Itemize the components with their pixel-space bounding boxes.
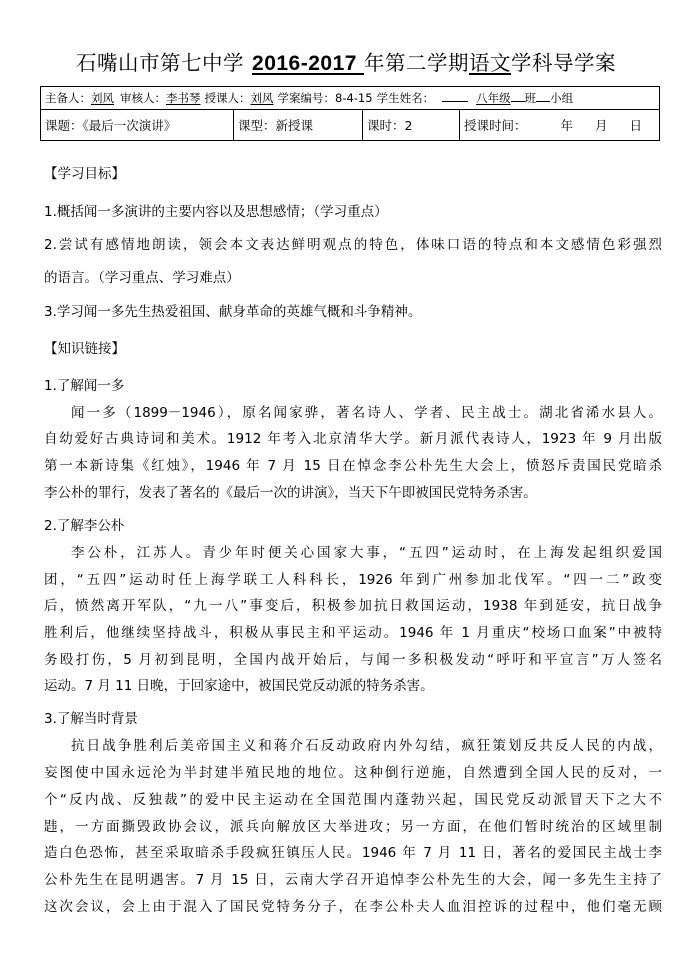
objective-2: 2.尝试有感情地朗读，领会本文表达鲜明观点的特色，体味口语的特点和本文感情色彩强烈 <box>44 237 662 253</box>
paragraph-line: 李公朴，江苏人。青少年时便关心国家大事，“五四”运动时，在上海发起组织爱国 <box>71 545 662 561</box>
type-cell: 课型：新授课 <box>234 110 363 141</box>
teacher-name: 刘风 <box>250 91 274 105</box>
paragraph-line: 抗日战争胜利后美帝国主义和蒋介石反动政府内外勾结，疯狂策划反共反人民的内战， <box>71 738 662 754</box>
group-blank[interactable] <box>536 90 550 102</box>
topic-cell: 课题：《最后一次演讲》 <box>41 110 234 141</box>
subheading-wenyiduo: 1.了解闻一多 <box>44 378 125 394</box>
section-heading-knowledge: 【知识链接】 <box>44 341 125 357</box>
grade-label: 八年级 <box>476 91 511 105</box>
preparer-name: 刘风 <box>91 91 114 105</box>
reviewer-name: 李书琴 <box>166 91 201 105</box>
paragraph-line: 务殴打伤，5 月初到昆明，全国内战开始后，与闻一多积极发动“呼吁和平宣言”万人签名 <box>44 652 662 668</box>
staff-cell: 主备人：刘风 审核人：李书琴 授课人：刘风 学案编号：8-4-15 学生姓名： 八年级 班 小组 <box>41 87 660 110</box>
page-title <box>0 46 692 76</box>
paragraph-line: 个“反内战、反独裁”的爱中民主运动在全国范围内蓬勃兴起，国民党反动派冒天下之大不 <box>44 792 662 808</box>
paragraph-line: 胜利后，他继续坚持战斗，积极从事民主和平运动。1946 年 1 月重庆“校场口血案”中被特 <box>44 625 662 641</box>
time-cell: 授课时间： 年 月 日 <box>460 110 660 141</box>
paragraph-line: 闻一多（1899－1946），原名闻家骅，著名诗人、学者、民主战士。湖北省浠水县人。 <box>71 405 662 421</box>
subject-name: 语文 <box>468 51 511 75</box>
paragraph-line: 运动。7 月 11 日晚，于回家途中，被国民党反动派的特务杀害。 <box>44 678 434 694</box>
paragraph-line: 自幼爱好古典诗词和美术。1912 年考入北京清华大学。新月派代表诗人，1923 年 9 月出版 <box>44 431 662 447</box>
section-heading-objectives: 【学习目标】 <box>44 166 125 182</box>
lesson-topic: 《最后一次演讲》 <box>82 118 177 133</box>
school-name: 石嘴山市第七中学 <box>76 51 245 75</box>
info-row-lesson <box>41 110 660 141</box>
hours-cell: 课时：2 <box>363 110 460 141</box>
objective-3: 3.学习闻一多先生热爱祖国、献身革命的英雄气概和斗争精神。 <box>44 304 422 320</box>
lesson-type: 新授课 <box>275 118 314 133</box>
objective-1: 1.概括闻一多演讲的主要内容以及思想感情；（学习重点） <box>44 204 388 220</box>
info-table <box>40 86 660 141</box>
paragraph-line: 韪，一方面撕毁政协会议，派兵向解放区大举进攻；另一方面，在他们暂时统治的区域里制 <box>44 819 662 835</box>
info-row-staff <box>41 87 660 110</box>
class-blank[interactable] <box>511 90 525 102</box>
subheading-background: 3.了解当时背景 <box>44 711 138 727</box>
paragraph-line: 妄图使中国永远沦为半封建半殖民地的地位。这种倒行逆施，自然遭到全国人民的反对，一 <box>44 765 662 781</box>
lesson-hours: 2 <box>404 118 413 133</box>
paragraph-line: 李公朴的罪行，发表了著名的《最后一次的讲演》，当天下午即被国民党特务杀害。 <box>44 485 537 501</box>
paragraph-line: 造白色恐怖，甚至采取暗杀手段疯狂镇压人民。1946 年 7 月 11 日，著名的爱国民主战士李 <box>44 845 662 861</box>
school-year: 2016-2017 <box>252 52 357 75</box>
subheading-ligongpu: 2.了解李公朴 <box>44 518 125 534</box>
paragraph-line: 第一本新诗集《红烛》，1946 年 7 月 15 日在悼念李公朴先生大会上，愤怒斥责国民党暗杀 <box>44 458 662 474</box>
paragraph-line: 团，“五四”运动时任上海学联工人科科长，1926 年到广州参加北伐军。“四一二”政变 <box>44 572 662 588</box>
semester-text: 年第二学期 <box>363 51 469 75</box>
student-name-blank[interactable] <box>442 90 468 102</box>
paragraph-line: 这次会议，会上由于混入了国民党特务分子，在李公朴夫人血泪控诉的过程中，他们毫无顾 <box>44 899 662 915</box>
objective-2-cont: 的语言。（学习重点、学习难点） <box>44 270 240 286</box>
case-number: 8-4-15 <box>335 91 373 105</box>
doc-type: 学科导学案 <box>510 51 616 75</box>
paragraph-line: 后，愤然离开军队，“九一八”事变后，积极参加抗日救国运动，1938 年到延安，抗日战争 <box>44 598 662 614</box>
paragraph-line: 公朴先生在昆明遇害。7 月 15 日，云南大学召开追悼李公朴先生的大会，闻一多先生主持了 <box>44 872 662 888</box>
